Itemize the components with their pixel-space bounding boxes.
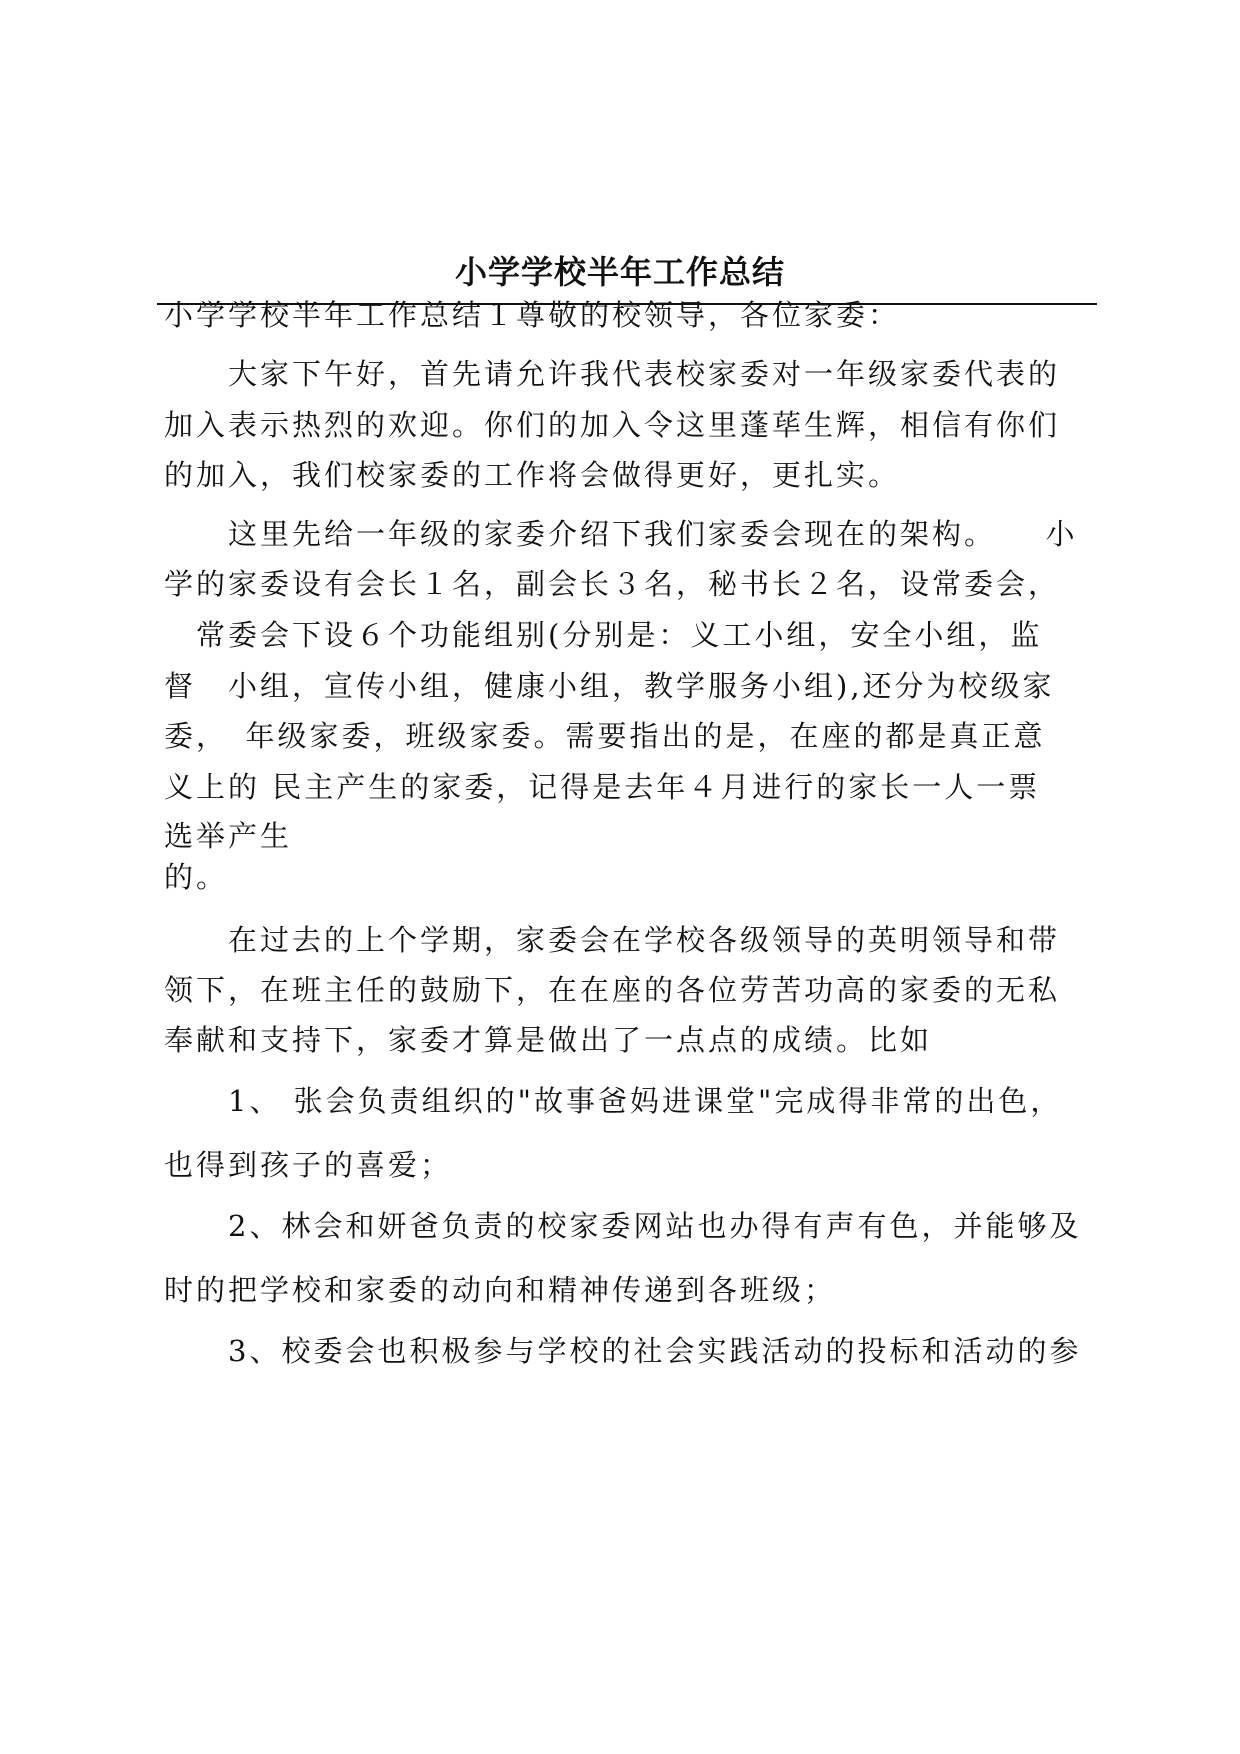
body-line: 义上的 民主产生的家委，记得是去年４月进行的家长一人一票: [164, 770, 1041, 804]
body-line: 学的家委设有会长１名，副会长３名，秘书长２名，设常委会，: [164, 567, 1061, 601]
body-line: 督 小组，宣传小组，健康小组，教学服务小组),还分为校级家: [164, 669, 1055, 703]
body-line: 奉献和支持下，家委才算是做出了一点点的成绩。比如: [164, 1023, 933, 1057]
document-title: 小学学校半年工作总结: [454, 253, 785, 291]
body-line: 大家下午好，首先请允许我代表校家委对一年级家委代表的: [164, 357, 1061, 391]
body-line: 3、校委会也积极参与学校的社会实践活动的投标和活动的参: [164, 1334, 1082, 1368]
body-line: 的加入，我们校家委的工作将会做得更好，更扎实。: [164, 458, 901, 492]
body-line: 选举产生: [164, 819, 293, 853]
body-line: 1、 张会负责组织的"故事爸妈进课堂"完成得非常的出色，: [164, 1084, 1063, 1118]
body-line: 也得到孩子的喜爱；: [164, 1148, 453, 1182]
body-line: 加入表示热烈的欢迎。你们的加入令这里蓬荜生辉，相信有你们: [164, 408, 1061, 442]
body-line: 在过去的上个学期，家委会在学校各级领导的英明领导和带: [164, 923, 1061, 957]
body-line: 2、林会和妍爸负责的校家委网站也办得有声有色，并能够及: [164, 1209, 1082, 1243]
body-line: 常委会下设６个功能组别(分别是：义工小组，安全小组，监: [164, 618, 1043, 652]
body-line: 的。: [164, 860, 229, 894]
body-line: 时的把学校和家委的动向和精神传递到各班级；: [164, 1273, 837, 1307]
body-line: 这里先给一年级的家委介绍下我们家委会现在的架构。 小: [164, 517, 1078, 551]
body-line: 委， 年级家委，班级家委。需要指出的是，在座的都是真正意: [164, 719, 1046, 753]
body-line: 领下，在班主任的鼓励下，在在座的各位劳苦功高的家委的无私: [164, 973, 1061, 1007]
body-line: 小学学校半年工作总结１尊敬的校领导，各位家委：: [164, 298, 901, 332]
